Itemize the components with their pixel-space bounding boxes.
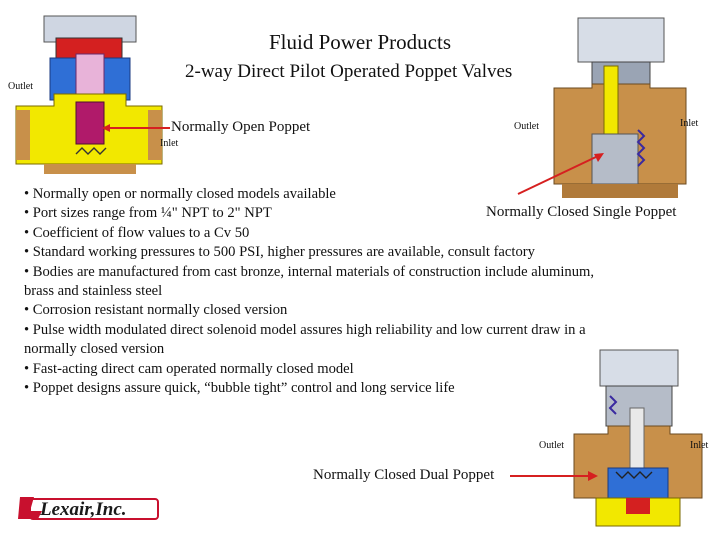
- bullet-pressures: • Standard working pressures to 500 PSI, higher pressures are available, consult factory: [24, 244, 535, 261]
- page-title: Fluid Power Products: [268, 30, 451, 54]
- single-outlet-label: Outlet: [514, 121, 539, 132]
- single-inlet-label: Inlet: [680, 118, 699, 129]
- page-subtitle: 2-way Direct Pilot Operated Poppet Valves: [185, 61, 513, 82]
- dual-poppet-caption: Normally Closed Dual Poppet: [313, 467, 495, 483]
- logo-text: Lexair,Inc.: [40, 499, 127, 520]
- bullet-pwm-cont: normally closed version: [24, 341, 165, 358]
- bullet-pwm: • Pulse width modulated direct solenoid model assures high reliability and low current draw in a: [24, 321, 586, 338]
- bullet-materials: • Bodies are manufactured from cast bronze, internal materials of construction include aluminum,: [24, 263, 595, 280]
- bullet-port-sizes: • Port sizes range from ¼" NPT to 2" NPT: [24, 205, 272, 222]
- normally-open-caption: Normally Open Poppet: [171, 119, 311, 135]
- bullet-models: • Normally open or normally closed models available: [24, 186, 336, 202]
- bullet-poppet-design: • Poppet designs assure quick, “bubble tight” control and long service life: [24, 380, 455, 397]
- dual-caption-arrow: [508, 468, 600, 484]
- bullet-corrosion: • Corrosion resistant normally closed version: [24, 302, 288, 319]
- bullet-flow-coefficient: • Coefficient of flow values to a Cv 50: [24, 224, 250, 241]
- open-caption-arrow: [100, 118, 172, 138]
- dual-outlet-label: Outlet: [539, 440, 564, 451]
- feature-bullet-list: [24, 185, 664, 398]
- bullet-cam: • Fast-acting direct cam operated normally closed model: [24, 360, 354, 377]
- open-inlet-label: Inlet: [160, 138, 179, 149]
- single-poppet-caption: Normally Closed Single Poppet: [486, 204, 677, 220]
- dual-inlet-label: Inlet: [690, 440, 709, 451]
- dual-poppet-valve-illustration: [572, 348, 704, 532]
- normally-open-valve-illustration: [14, 14, 164, 174]
- open-outlet-label: Outlet: [8, 81, 33, 92]
- lexair-logo: [16, 493, 162, 523]
- bullet-materials-cont: brass and stainless steel: [24, 283, 163, 300]
